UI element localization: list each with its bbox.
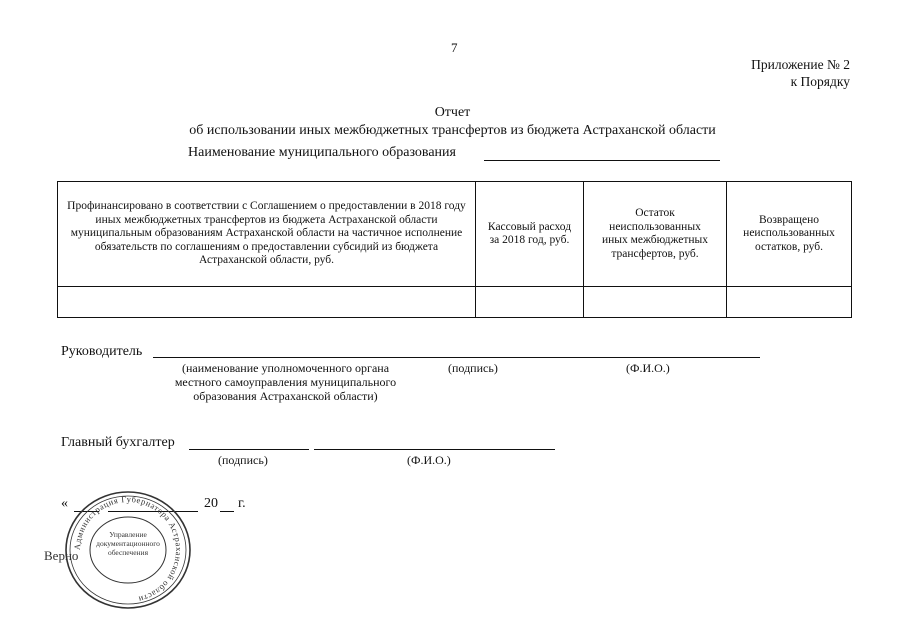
date-year-prefix: 20	[204, 496, 218, 511]
cell-unused-balance	[584, 287, 727, 318]
header-financed: Профинансировано в соответствии с Соглашением о предоставлении в 2018 году иных межбюджетных трансфертов из бюджета Астраханской области муниципальным образованиям Астраханской области на частичное исполнение обязательств по соглашениям о предоставлении субсидий из бюджета Астраханской области, руб.	[58, 182, 476, 287]
report-title: Отчет	[434, 105, 471, 120]
cell-returned	[727, 287, 852, 318]
header-cash-expense: Кассовый расход за 2018 год, руб.	[476, 182, 584, 287]
report-subtitle: об использовании иных межбюджетных трансфертов из бюджета Астраханской области	[189, 123, 716, 138]
header-returned: Возвращено неиспользованных остатков, руб.	[727, 182, 852, 287]
stamp-center-text: Управление документационного обеспечения	[96, 530, 160, 557]
date-year-line	[220, 511, 234, 512]
accountant-label: Главный бухгалтер	[61, 435, 175, 450]
head-organ-caption: (наименование уполномоченного органа местного самоуправления муниципального образования Астраханской области)	[174, 361, 397, 403]
accountant-sign-line	[189, 449, 309, 450]
page-number: 7	[451, 40, 458, 55]
table-header-row	[58, 182, 852, 287]
municipality-blank-line	[484, 160, 720, 161]
head-fio-caption: (Ф.И.О.)	[626, 361, 670, 375]
accountant-fio-caption: (Ф.И.О.)	[407, 453, 451, 467]
municipality-label: Наименование муниципального образования	[188, 145, 456, 160]
header-unused-balance: Остаток неиспользованных иных межбюджетных трансфертов, руб.	[584, 182, 727, 287]
cell-cash-expense	[476, 287, 584, 318]
appendix-reference	[751, 56, 850, 90]
handwritten-verno-mark: Верно	[44, 548, 79, 563]
table-row	[58, 287, 852, 318]
head-sign-caption: (подпись)	[448, 361, 498, 375]
date-open-quote: «	[61, 496, 68, 511]
official-stamp	[58, 490, 198, 610]
head-signature-line	[153, 357, 760, 358]
accountant-sign-caption: (подпись)	[218, 453, 268, 467]
appendix-line-2: к Порядку	[790, 74, 850, 89]
cell-financed	[58, 287, 476, 318]
head-label: Руководитель	[61, 344, 143, 359]
date-year-suffix: г.	[238, 496, 246, 511]
appendix-line-1: Приложение № 2	[751, 57, 850, 72]
stamp-ring-text: Администрация Губернатора Астраханской области	[71, 493, 185, 605]
accountant-fio-line	[314, 449, 555, 450]
report-table	[57, 181, 852, 318]
